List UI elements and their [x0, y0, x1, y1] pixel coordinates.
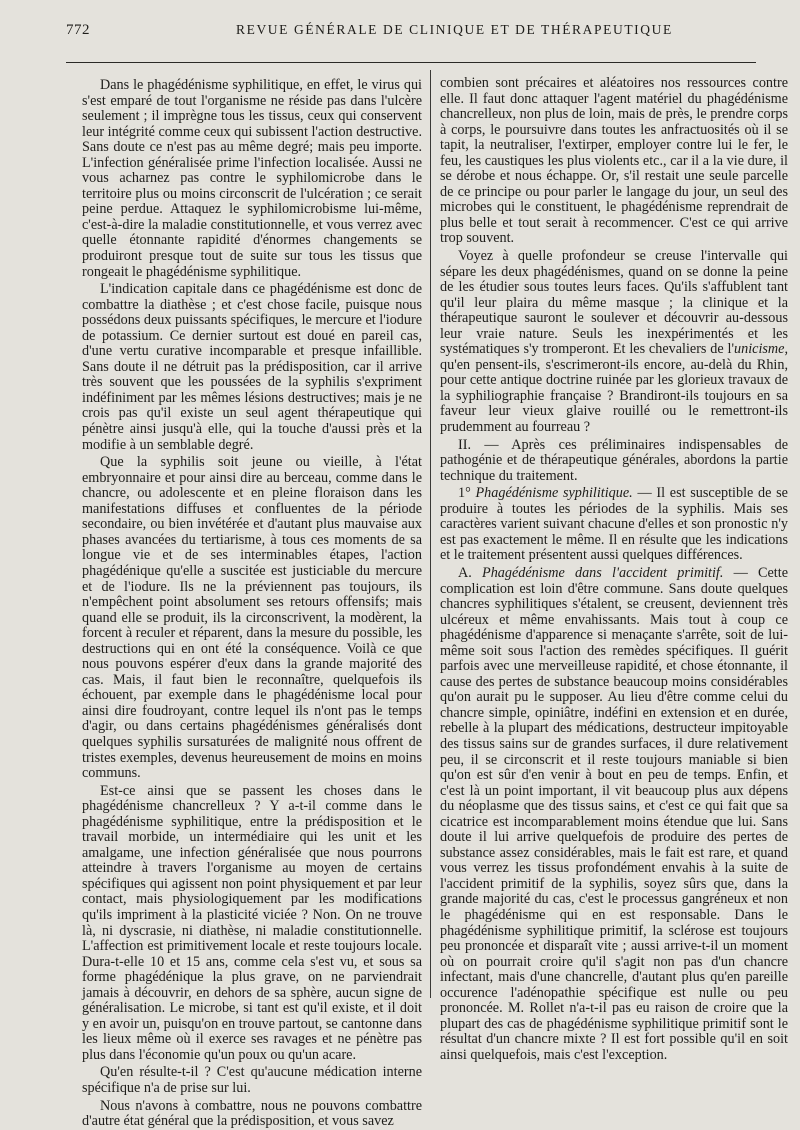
paragraph: combien sont précaires et aléatoires nos ressources contre elle. Il faut donc attaquer l'agent matériel du phagédénisme chancrelleux, non plus de loin, mais de près, le prendre corps à corps, le poursuivre dans toutes les anfractuosités où il se tapit, la neutraliser, l'extirper, employer contre lui le fer, le feu, les caustiques les plus violents etc., car il a la vie dure, il se dérobe et nous échappe. Or, s'il restait une seule parcelle de ce principe ou pour parler le langage du jour, un seul des microbes qui le constituent, le phagédénisme reprendrait de plus belle et tout serait à recommencer. C'est ce qui arrive trop souvent. [440, 75, 788, 247]
text-run: qu'en pensent-ils, s'escrimeront-ils encore, au-delà du Rhin, pour cette antique doctrine ruinée par les glorieux travaux de la syphiliographie française ? Brandiront-ils toujours en sa faveur leur vieux glaive rouillé ou le remettront-ils prudemment au fourreau ? [440, 356, 788, 436]
section-paragraph: II. — Après ces préliminaires indispensables de pathogénie et de thérapeutique générales, abordons la partie technique du traitement. [440, 436, 788, 484]
subsection-paragraph [440, 486, 788, 564]
subsection-title: Phagédénisme syphilitique. [475, 485, 633, 502]
text-run: — Il est susceptible de se produire à toutes les périodes de la syphilis. Mais ses caractères varient suivant chacune d'elles et son pronostic n'y est pas exactement le même. Il en résulte que les indications et le traitement présentent aussi quelques différences. [440, 485, 788, 564]
italic-term: unicisme, [734, 341, 788, 358]
paragraph: Qu'en résulte-t-il ? C'est qu'aucune médication interne spécifique n'a de prise sur lui. [82, 1064, 422, 1096]
paragraph: Dans le phagédénisme syphilitique, en effet, le virus qui s'est emparé de tout l'organisme ne réside pas dans l'ulcère seulement ; il imprègne tous les tissus, ceux qui conservent leur intégrité comme ceux qui subissent l'action destructive. Sans doute ce n'est pas au même degré; mais peu importe. L'infection généralisée prime l'infection localisée. Aussi ne vous acharnez pas contre le syphilomicrobe dans le territoire plus ou moins circonscrit de l'ulcération ; ce serait peine perdue. Attaquez le syphilomicrobisme lui-même, c'est-à-dire la maladie constitutionnelle, et vous verrez avec quelle étonnante rapidité d'énormes changements se produiront presque tout de suite sur tous les tissus que rongeait le phagédénisme syphilitique. [82, 77, 422, 280]
page-header [66, 22, 760, 44]
paragraph: Est-ce ainsi que se passent les choses dans le phagédénisme chancrelleux ? Y a-t-il comme dans le phagédénisme syphilitique, entre la prédisposition et le travail morbide, un intermédiaire qui les unit et les amalgame, une infection généralisée que nous pourrons atteindre à travers l'organisme au moyen de certains spécifiques qui agissent non point physiquement et par leur contact, mais physiologiquement par les modifications qu'ils impriment à la plasticité viciée ? Non. On ne trouve là, ni dyscrasie, ni diathèse, ni maladie constitutionnelle. L'affection est primitivement locale et reste toujours locale. Dura-t-elle 10 et 15 ans, comme cela s'est vu, et sous sa forme phagédénique la plus grave, on ne parviendrait jamais à découvrir, en dehors de sa sphère, aucun signe de généralisation. Le microbe, si tant est qu'il existe, et il doit y en avoir un, puisqu'on en trouve partout, se cantonne dans les lieux même où il exerce ses ravages et ne pénètre pas plus dans l'économie qu'un poux ou qu'un acare. [82, 782, 422, 1063]
subsection-title: Phagédénisme dans l'accident primitif. [482, 564, 724, 581]
header-rule [66, 62, 756, 63]
text-run: — Cette complication est loin d'être commune. Sans doute quelques chancres syphilitiques s'étalent, se creusent, deviennent très ulcéreux et même envahissants. Mais tout à coup ce phagédénisme d'apparence si menaçante s'arrête, soit de lui-même soit sous l'action des remèdes spécifiques. Il guérit parfois avec une merveilleuse rapidité, et chose étonnante, il cause des pertes de substance beaucoup moins considérables qu'on aurait pu le supposer. Au lieu d'être comme celui du chancre simple, opiniâtre, indéfini en extension et en durée, rebelle à la plupart des médications, destructeur impitoyable des tissus sains sur de grandes surfaces, il dure relativement peu, il se circonscrit et il reste toujours maniable si bien qu'on est sûr d'en venir à bout en peu de temps. Enfin, et c'est là un point important, il vit beaucoup plus aux dépens du néoplasme que des tissus sains, et c'est ce qui fait que sa cicatrice est incomparablement moins étendue que lui. Sans doute il lui arrive quelquefois de produire des pertes de substance assez considérables, mais le fait est rare, et quand vous verrez les tissus profondément envahis à la suite de l'accident primitif de la syphilis, soyez sûrs que, dans la grande majorité du cas, c'est le processus gangréneux et non le phagédénisme qui en est responsable. Dans le phagédénisme syphilitique primitif, la sclérose est toujours peu prononcée et disparaît vite ; aussi arrive-t-il un moment où on pourrait croire qu'il s'agit non pas d'un chancre infectant, mais d'une chancrelle, d'autant plus qu'en pareille occurence l'adénopathie spécifique est nulle ou peu prononcée. M. Rollet n'a-t-il pas eu raison de croire que la plupart des cas de phagédénisme syphilitique primitif sont le résultat d'un chancre mixte ? Il est fort possible qu'il en soit ainsi quelquefois, mais c'est l'exception. [440, 564, 788, 1063]
subsection-paragraph [440, 566, 788, 1064]
subsection-number: 1° [458, 485, 476, 502]
right-column [440, 75, 788, 1063]
paragraph: L'indication capitale dans ce phagédénisme est donc de combattre la diathèse ; et c'est chose facile, puisque nous possédons deux puissants spécifiques, le mercure et l'iodure de potassium. Ce dernier surtout est doué en pareil cas, d'une vertu curative incomparable et presque infaillible. Sans doute il ne détruit pas la prédisposition, car il arrive très souvent que les poussées de la syphilis s'expriment indéfiniment par les mêmes lésions destructives; mais je ne crois pas qu'il existe un seul agent thérapeutique qui pénètre ainsi jusqu'à elle, qui la touche d'aussi près et la modifie à un semblable degré. [82, 281, 422, 453]
text-run: Voyez à quelle profondeur se creuse l'intervalle qui sépare les deux phagédénismes, quand on se donne la peine de les étudier sous toutes leurs faces. Qu'ils s'affublent tant qu'il leur plaira du même masque ; la clinique et la thérapeutique sauront le soulever et découvrir au-dessous leur vraie nature. Seuls les inexpérimentés et les systématiques s'y tromperont. Et les chevaliers de l' [440, 248, 788, 358]
paragraph: Nous n'avons à combattre, nous ne pouvons combattre d'autre état général que la prédisposition, et vous savez [82, 1097, 422, 1130]
running-head: REVUE GÉNÉRALE DE CLINIQUE ET DE THÉRAPEUTIQUE [236, 22, 673, 37]
paragraph: Que la syphilis soit jeune ou vieille, à l'état embryonnaire et pour ainsi dire au berceau, comme dans le chancre, ou adolescente et en pleine floraison dans les manifestations diffuses et confluentes de la période secondaire, ou bien invétérée et d'autant plus mauvaise aux phases avancées du tertiarisme, à tous ces moments de sa longue vie et de ses interminables étapes, l'action phagédénique qu'elle a suscitée est justiciable du mercure et de l'iodure. Ils ne la préviennent pas toujours, ils n'empêchent point absolument ses retours offensifs; mais quand elle se produit, ils la circonscrivent, la modèrent, la forcent à reculer et réparent, dans la mesure du possible, les destructions qui en ont été la conséquence. Voilà ce que nous pouvons espérer d'eux dans la grande majorité des cas. Mais, il faut bien le reconnaître, quelquefois ils échouent, par exemple dans le phagédénisme local pour ainsi dire foudroyant, contre lequel ils n'ont pas le temps d'agir, ou dans certains phagédénismes généralisés dont quelques syphilis sursaturées de malignité nous offrent de tristes exemples, devenus heureusement de moins en moins communs. [82, 454, 422, 782]
left-column [82, 76, 422, 1130]
subsection-letter: A. [458, 564, 483, 581]
column-divider [430, 70, 431, 998]
paragraph [440, 249, 788, 436]
page-number: 772 [66, 22, 90, 38]
